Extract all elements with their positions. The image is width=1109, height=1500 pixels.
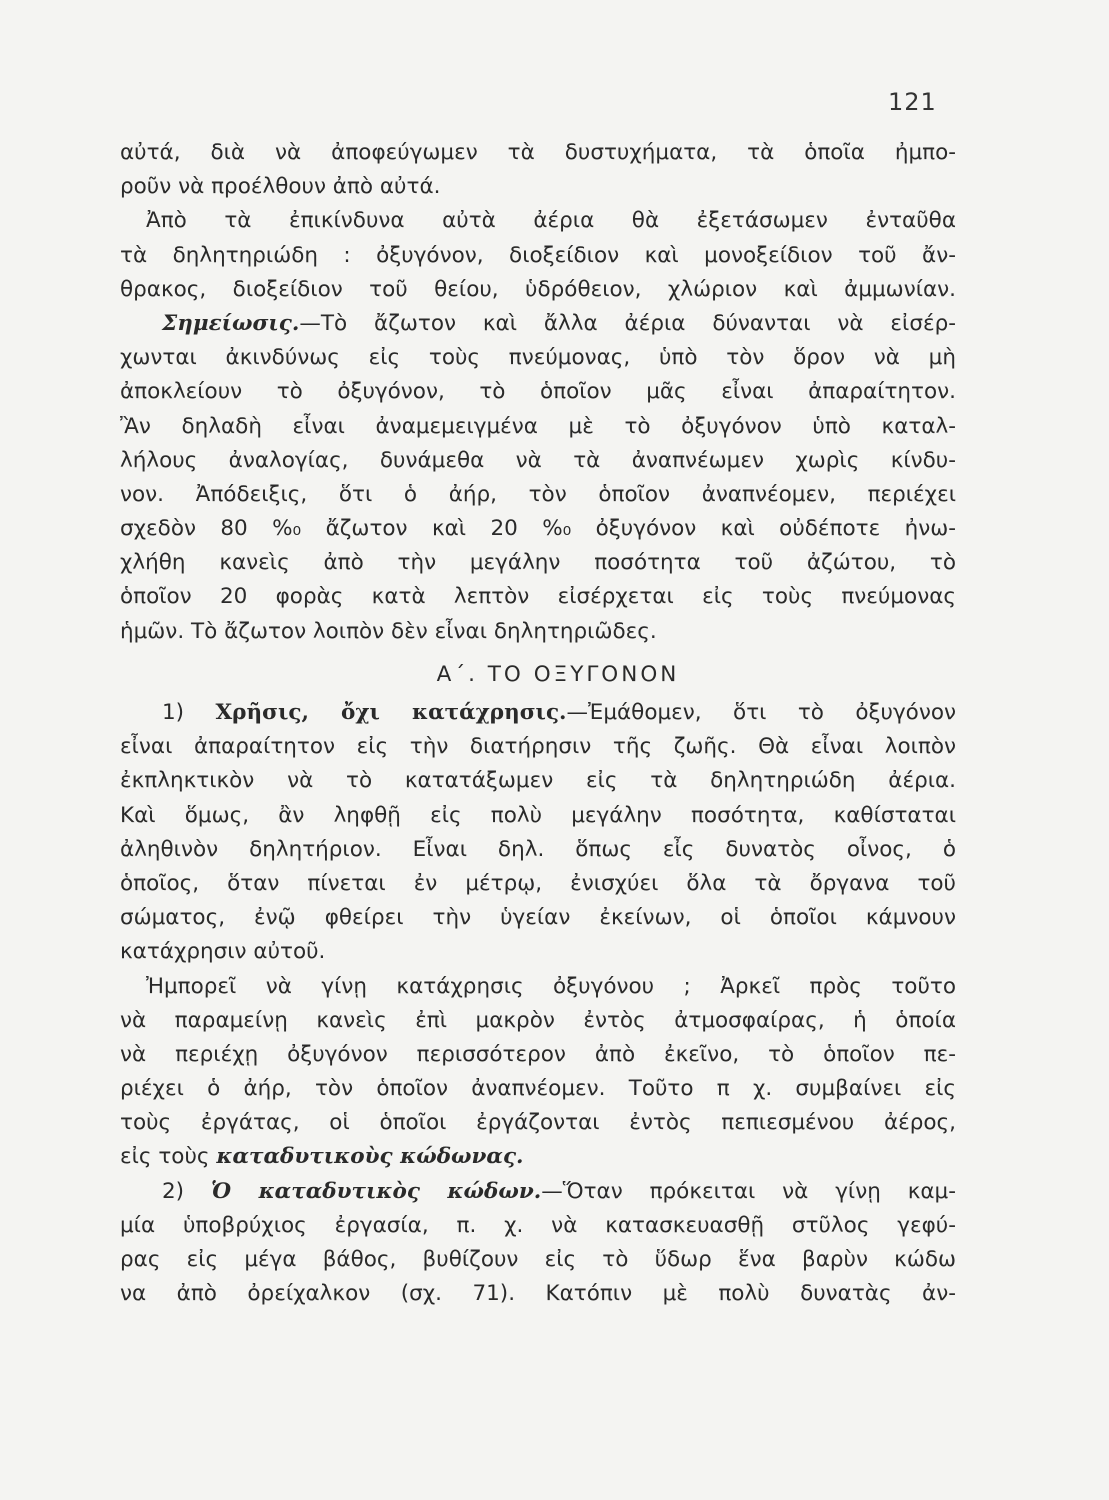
text-line: ριέχει ὁ ἀήρ, τὸν ὁποῖον ἀναπνέομεν. Τοῦτο π χ. συμβαίνει εἰς: [120, 1076, 956, 1102]
subsection-label: Χρῆσις, ὄχι κατάχρησις.: [215, 700, 567, 725]
text-line: ἀληθινὸν δηλητήριον. Εἶναι δηλ. ὅπως εἶς δυνατὸς οἶνος, ὁ: [120, 836, 956, 862]
text-line: τοὺς ἐργάτας, οἱ ὁποῖοι ἐργάζονται ἐντὸς πεπιεσμένου ἀέρος,: [120, 1110, 956, 1136]
text-line: [120, 696, 956, 730]
text-line: σχεδὸν 80 %₀ ἄζωτον καὶ 20 %₀ ὀξυγόνον καὶ οὐδέποτε ἠνω-: [120, 516, 956, 542]
text-line: ὁποῖον 20 φορὰς κατὰ λεπτὸν εἰσέρχεται εἰς τοὺς πνεύμονας: [120, 584, 956, 610]
text-line: ἀποκλείουν τὸ ὀξυγόνον, τὸ ὁποῖον μᾶς εἶναι ἀπαραίτητον.: [120, 379, 956, 405]
text-line: σώματος, ἐνῷ φθείρει τὴν ὑγείαν ἐκείνων, οἱ ὁποῖοι κάμνουν: [120, 905, 956, 931]
text-line: νὰ περιέχῃ ὀξυγόνον περισσότερον ἀπὸ ἐκεῖνο, τὸ ὁποῖον πε-: [120, 1041, 956, 1067]
text-line: ὁποῖος, ὅταν πίνεται ἐν μέτρῳ, ἐνισχύει ὅλα τὰ ὄργανα τοῦ: [120, 870, 956, 896]
text-line: ἐκπληκτικὸν νὰ τὸ κατατάξωμεν εἰς τὰ δηλητηριώδη ἀέρια.: [120, 768, 956, 794]
text-line: τὰ δηλητηριώδη : ὀξυγόνον, διοξείδιον καὶ μονοξείδιον τοῦ ἄν-: [120, 242, 956, 268]
text-line: [120, 1175, 956, 1209]
text-fragment: εἰς τοὺς: [120, 1144, 210, 1170]
text-line: ροῦν νὰ προέλθουν ἀπὸ αὐτά.: [120, 174, 441, 200]
text-line: νὰ παραμείνῃ κανεὶς ἐπὶ μακρὸν ἐντὸς ἀτμοσφαίρας, ἡ ὁποία: [120, 1007, 956, 1033]
text-line: [120, 307, 956, 341]
body-text: [120, 136, 956, 1311]
text-fragment: —Ὅταν πρόκειται νὰ γίνῃ καμ-: [541, 1178, 956, 1204]
text-line: ρας εἰς μέγα βάθος, βυθίζουν εἰς τὸ ὕδωρ ἕνα βαρὺν κώδω: [120, 1247, 956, 1272]
text-line: κατάχρησιν αὐτοῦ.: [120, 939, 326, 965]
text-line: λήλους ἀναλογίας, δυνάμεθα νὰ τὰ ἀναπνέωμεν χωρὶς κίνδυ-: [120, 447, 956, 473]
text-line: Ἀπὸ τὰ ἐπικίνδυνα αὐτὰ ἀέρια θὰ ἐξετάσωμεν ἐνταῦθα: [146, 208, 956, 234]
text-line: χωνται ἀκινδύνως εἰς τοὺς πνεύμονας, ὑπὸ τὸν ὅρον νὰ μὴ: [120, 345, 956, 371]
text-line: εἶναι ἀπαραίτητον εἰς τὴν διατήρησιν τῆς ζωῆς. Θὰ εἶναι λοιπὸν: [120, 734, 956, 760]
text-fragment: —Ἐμάθομεν, ὅτι τὸ ὀξυγόνον: [566, 700, 956, 725]
text-line: αὐτά, διὰ νὰ ἀποφεύγωμεν τὰ δυστυχήματα, τὰ ὁποῖα ἠμπο-: [120, 140, 956, 165]
text-line: ἡμῶν. Τὸ ἄζωτον λοιπὸν δὲν εἶναι δηλητηριῶδες.: [120, 618, 657, 644]
section-heading: Α΄. ΤΟ ΟΞΥΓΟΝΟΝ: [436, 661, 680, 687]
text-line: Καὶ ὅμως, ἂν ληφθῇ εἰς πολὺ μεγάλην ποσότητα, καθίσταται: [120, 802, 956, 828]
text-line: χλήθη κανεὶς ἀπὸ τὴν μεγάλην ποσότητα τοῦ ἀζώτου, τὸ: [120, 550, 956, 576]
item-number: 2): [162, 1178, 185, 1204]
text-line: [120, 1140, 956, 1174]
note-label: Σημείωσις.: [162, 310, 300, 336]
text-line: να ἀπὸ ὀρείχαλκον (σχ. 71). Κατόπιν μὲ πολὺ δυνατὰς ἀν-: [120, 1281, 956, 1307]
item-number: 1): [162, 700, 185, 725]
text-line: Ἂν δηλαδὴ εἶναι ἀναμεμειγμένα μὲ τὸ ὀξυγόνον ὑπὸ καταλ-: [120, 413, 956, 439]
text-line: μία ὑποβρύχιος ἐργασία, π. χ. νὰ κατασκευασθῇ στῦλος γεφύ-: [120, 1212, 956, 1238]
subsection-label: Ὁ καταδυτικὸς κώδων.: [210, 1178, 542, 1204]
text-line: Ἠμπορεῖ νὰ γίνῃ κατάχρησις ὀξυγόνου ; Ἀρκεῖ πρὸς τοῦτο: [146, 973, 956, 999]
text-fragment: —Τὸ ἄζωτον καὶ ἄλλα ἀέρια δύνανται νὰ εἰσέρ-: [299, 310, 956, 336]
emphasis-term: καταδυτικοὺς κώδωνας.: [216, 1144, 524, 1170]
page-number: 121: [888, 88, 937, 116]
text-line: θρακος, διοξείδιον τοῦ θείου, ὑδρόθειον, χλώριον καὶ ἀμμωνίαν.: [120, 276, 956, 302]
text-line: νον. Ἀπόδειξις, ὅτι ὁ ἀήρ, τὸν ὁποῖον ἀναπνέομεν, περιέχει: [120, 481, 956, 507]
